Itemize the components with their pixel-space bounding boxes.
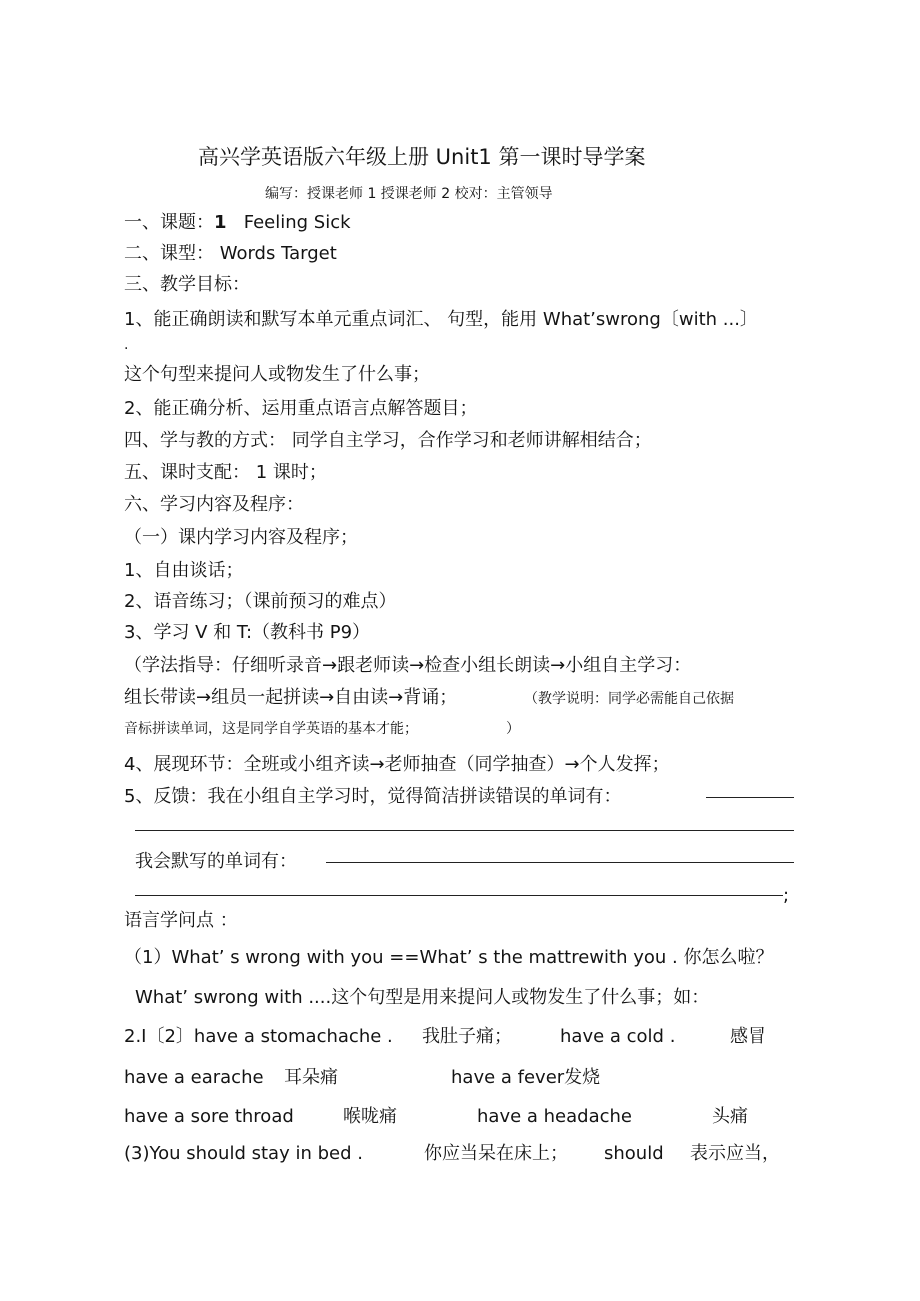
answer-blank — [135, 830, 728, 831]
language-points-heading: 语言学问点 ： — [124, 910, 238, 931]
goals-heading: 三、教学目标： — [124, 274, 250, 295]
goal-2: 2、能正确分析、运用重点语言点解答题目； — [124, 398, 478, 419]
point-2-meaning: 我肚子痛； — [422, 1026, 512, 1047]
study-guide: （学法指导：仔细听录音→跟老师读→检查小组长朗读→小组自主学习： — [124, 655, 692, 676]
can-write-label: 我会默写的单词有： — [135, 851, 297, 872]
time-allocation: 五、课时支配： 1 课时； — [124, 462, 327, 483]
answer-blank — [326, 862, 794, 863]
content-heading: 六、学习内容及程序： — [124, 494, 304, 515]
page-title: 高兴学英语版六年级上册 Unit1 第一课时导学案 — [198, 145, 646, 169]
topic-number: 1 — [214, 212, 227, 233]
teaching-note-close: ） — [506, 721, 520, 737]
sore-throat-meaning: 喉咙痛 — [343, 1106, 397, 1127]
headache-phrase: have a headache — [477, 1106, 632, 1127]
point-2-phrase: 2.I〔2〕have a stomachache . — [124, 1026, 393, 1047]
goal-1: 1、能正确朗读和默写本单元重点词汇、 句型，能用 What’swrong〔with ...〕 — [124, 309, 758, 330]
goal-1-dot: . — [124, 337, 129, 353]
fever-phrase: have a fever发烧 — [451, 1067, 601, 1088]
point-1: （1）What’ s wrong with you ==What’ s the mattrewith you . 你怎么啦？ — [124, 947, 774, 968]
teaching-note: （教学说明：同学必需能自己依据 — [524, 691, 734, 707]
headache-meaning: 头痛 — [712, 1106, 748, 1127]
teaching-method: 四、学与教的方式： 同学自主学习，合作学习和老师讲解相结合； — [124, 430, 652, 451]
answer-blank — [706, 830, 794, 831]
should-meaning: 表示应当， — [690, 1143, 780, 1164]
answer-blank — [706, 797, 794, 798]
step-2: 2、语音练习；（课前预习的难点） — [124, 591, 397, 612]
step-4: 4、展现环节：全班或小组齐读→老师抽查（同学抽查）→个人发挥； — [124, 754, 670, 775]
sore-throat-phrase: have a sore throad — [124, 1106, 294, 1127]
sub-heading: （一）课内学习内容及程序； — [124, 527, 358, 548]
step-5: 5、反馈：我在小组自主学习时，觉得简洁拼读错误的单词有： — [124, 786, 622, 807]
topic-label: 一、课题： — [124, 212, 214, 233]
point-3-sentence: (3)You should stay in bed . — [124, 1143, 363, 1164]
topic-name: Feeling Sick — [243, 212, 351, 233]
should-word: should — [604, 1143, 664, 1164]
cold-phrase: have a cold . — [560, 1026, 676, 1047]
credits-line: 编写：授课老师 1 授课老师 2 校对：主管领导 — [265, 186, 553, 202]
end-semicolon: ; — [783, 885, 790, 906]
cold-meaning: 感冒 — [730, 1026, 766, 1047]
earache-meaning: 耳朵痛 — [284, 1067, 338, 1088]
step-1: 1、自由谈话； — [124, 560, 244, 581]
point-3-meaning: 你应当呆在床上； — [424, 1143, 568, 1164]
teaching-note-continued: 音标拼读单词，这是同学自学英语的基本才能； — [124, 721, 418, 737]
point-1-explanation: What’ swrong with ....这个句型是用来提问人或物发生了什么事；如： — [135, 987, 710, 1008]
answer-blank — [135, 895, 783, 896]
earache-phrase: have a earache — [124, 1067, 264, 1088]
topic-line — [124, 212, 351, 234]
step-3: 3、学习 V 和 T:（教科书 P9） — [124, 622, 371, 643]
study-guide-continued: 组长带读→组员一起拼读→自由读→背诵； — [124, 687, 458, 708]
type-line: 二、课型： Words Target — [124, 243, 337, 264]
goal-1-continued: 这个句型来提问人或物发生了什么事； — [124, 364, 430, 385]
